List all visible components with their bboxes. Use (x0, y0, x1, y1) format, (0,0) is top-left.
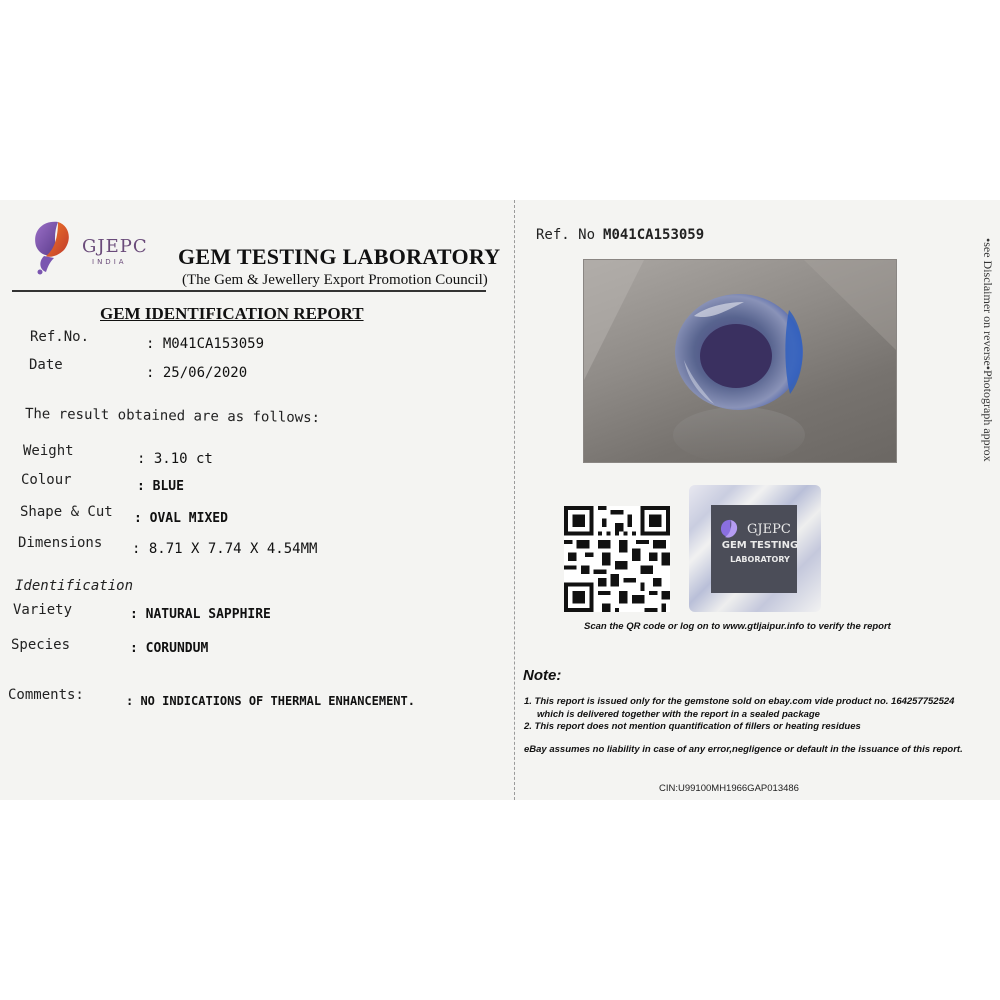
hologram-logo-icon (719, 519, 745, 541)
intro-text: The result obtained are as follows: (24, 406, 321, 427)
species-value: : CORUNDUM (130, 641, 209, 656)
logo-text: GJEPC (82, 236, 148, 257)
report-title: GEM IDENTIFICATION REPORT (100, 304, 364, 323)
note-item-2: 2. This report does not mention quantification of fillers or heating residues (524, 721, 861, 732)
sapphire-image (584, 260, 896, 462)
comments-label: Comments: (8, 687, 84, 703)
shape-value: : OVAL MIXED (134, 511, 228, 526)
header-rule (12, 290, 486, 292)
weight-value: : 3.10 ct (137, 451, 213, 467)
gem-report-card (0, 200, 1000, 800)
dimensions-value: : 8.71 X 7.74 X 4.54MM (132, 541, 318, 557)
hologram-title: GEM TESTING (721, 540, 799, 551)
date-value: : 25/06/2020 (146, 365, 248, 381)
right-ref (536, 227, 704, 243)
note-item-1: 1. This report is issued only for the gemstone sold on ebay.com vide product no. 164257752524 (524, 696, 955, 707)
variety-value: : NATURAL SAPPHIRE (130, 607, 271, 622)
note-item-1-cont: which is delivered together with the report in a sealed package (537, 709, 820, 720)
date-label: Date (29, 357, 63, 373)
right-ref-value: M041CA153059 (603, 227, 705, 243)
species-label: Species (11, 637, 71, 653)
ref-value: : M041CA153059 (146, 336, 265, 352)
dimensions-label: Dimensions (18, 535, 103, 551)
identification-heading: Identification (15, 578, 134, 594)
scan-instructions: Scan the QR code or log on to www.gtljaipur.info to verify the report (584, 621, 891, 632)
qr-code-icon[interactable] (564, 506, 670, 612)
comments-value: : NO INDICATIONS OF THERMAL ENHANCEMENT. (126, 694, 415, 708)
logo-subtext: INDIA (92, 258, 127, 266)
vertical-disclaimer: •see Disclaimer on reverse•Photograph approx (981, 238, 995, 462)
shape-label: Shape & Cut (20, 504, 113, 520)
gemstone-photo (583, 259, 897, 463)
note-liability: eBay assumes no liability in case of any error,negligence or default in the issuance of this report. (524, 744, 963, 755)
colour-label: Colour (21, 472, 72, 488)
lab-subtitle: (The Gem & Jewellery Export Promotion Council) (182, 272, 488, 288)
variety-label: Variety (13, 602, 73, 618)
right-ref-label: Ref. No (536, 227, 596, 243)
colour-value: : BLUE (137, 479, 184, 494)
hologram-subtitle: LABORATORY (730, 555, 790, 564)
hologram-logo-text: GJEPC (747, 522, 791, 537)
lab-title: GEM TESTING LABORATORY (178, 244, 501, 269)
cin-number: CIN:U99100MH1966GAP013486 (659, 783, 799, 794)
ref-label: Ref.No. (30, 329, 90, 345)
perforation-divider (514, 200, 515, 800)
hologram-seal (689, 485, 821, 612)
weight-label: Weight (23, 443, 74, 459)
note-heading: Note: (523, 667, 562, 684)
